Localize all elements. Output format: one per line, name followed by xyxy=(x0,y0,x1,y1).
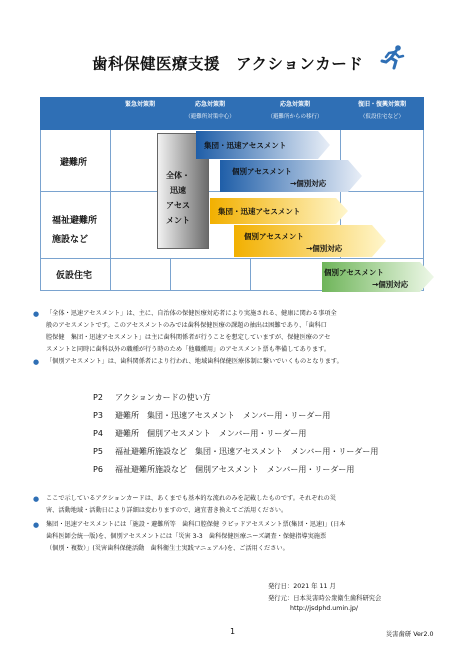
publisher-url[interactable]: http://jsdphd.umin.jp/ xyxy=(290,605,359,612)
note-forms: 集団・迅速アセスメントには「施設・避難所等 歯科口腔保健 ラピッドアセスメント票(集団・迅速)」(日本 歯科医師会統一版)を、個別アセスメントには「災害 3-3 歯科保健医療ニーズ調査・保健指導実施票 （個別・複数）」(災害歯科保健活動 歯科衛生士実践マニュアル)を、ご活用ください。 xyxy=(46,521,346,552)
arrow-label-kobetsu-3b: →個別対応 xyxy=(372,280,409,289)
toc-item: P4 避難所 個別アセスメント メンバー用・リーダー用 xyxy=(93,429,307,438)
row-label-fukushi: 福祉避難所 xyxy=(52,216,98,226)
bullet: ● xyxy=(33,495,40,503)
toc-item: P6 福祉避難所施設など 個別アセスメント メンバー用・リーダー用 xyxy=(93,465,355,474)
publication-date: 発行日：2021 年 11 月 xyxy=(268,583,336,590)
arrow-label-kobetsu-3: 個別アセスメント xyxy=(324,268,384,277)
arrow-label-kobetsu-2: 個別アセスメント xyxy=(244,232,304,241)
version-label: 災害歯研 Ver2.0 xyxy=(386,631,434,638)
row-label-hinanjo: 避難所 xyxy=(60,158,88,168)
phase-3: 応急対策期 （避難所からの移行） xyxy=(267,101,323,120)
bullet: ● xyxy=(33,521,40,529)
note-action-card: ここで示しているアクションカードは、あくまでも基本的な流れのみを記載したものです。それぞれの災 害、活動地域・活動日により詳細は変わりますので、適宜書き換えてご活用ください。 xyxy=(46,495,337,514)
note-zentai: 「全体・迅速アセスメント」は、主に、自治体の保健医療対応者により実施される、健康に関わる事項全 般のアセスメントです。このアセスメントのみでは歯科保健医療の課題の抽出は困難であり、「歯科口 腔保健 集団・迅速アセスメント」は主に歯科関係者が行うことを想定していますが、保健医療のアセ スメントと同時に歯科以外の職種が行う時のため「他職種用」のアセスメント票も準備してあります。 xyxy=(46,310,337,353)
row-label-kasetsu: 仮設住宅 xyxy=(56,271,93,281)
toc-item: P2 アクションカードの使い方 xyxy=(93,393,211,402)
arrow-label-kobetsu-1b: →個別対応 xyxy=(290,179,327,188)
page-title: 歯科保健医療支援 アクションカード xyxy=(92,55,364,73)
arrow-label-shudan-2: 集団・迅速アセスメント xyxy=(218,207,301,216)
arrow-label-kobetsu-2b: →個別対応 xyxy=(306,244,343,253)
phase-2: 応急対策期 （避難所対策中心） xyxy=(185,101,235,120)
zentai-assessment-label: 全体・ 迅速 アセス メント xyxy=(166,171,190,225)
arrow-label-kobetsu-1: 個別アセスメント xyxy=(232,167,292,176)
publisher: 発行元：日本災害時公衆衛生歯科研究会 xyxy=(268,595,382,602)
row-label-fukushi-2: 施設など xyxy=(52,235,89,245)
phase-4: 復旧・復興対策期 （仮設住宅など） xyxy=(357,101,406,120)
toc-item: P5 福祉避難所施設など 集団・迅速アセスメント メンバー用・リーダー用 xyxy=(93,447,379,456)
toc-item: P3 避難所 集団・迅速アセスメント メンバー用・リーダー用 xyxy=(93,411,331,420)
bullet: ● xyxy=(33,310,40,318)
phase-1: 緊急対策期 xyxy=(124,101,155,108)
arrow-label-shudan-1: 集団・迅速アセスメント xyxy=(204,141,287,150)
page-number: 1 xyxy=(230,627,236,636)
bullet: ● xyxy=(33,358,40,366)
note-kobetsu: 「個別アセスメント」は、歯科関係者により行われ、地域歯科保健医療体制に繋いでいくものとなります。 xyxy=(46,358,343,365)
